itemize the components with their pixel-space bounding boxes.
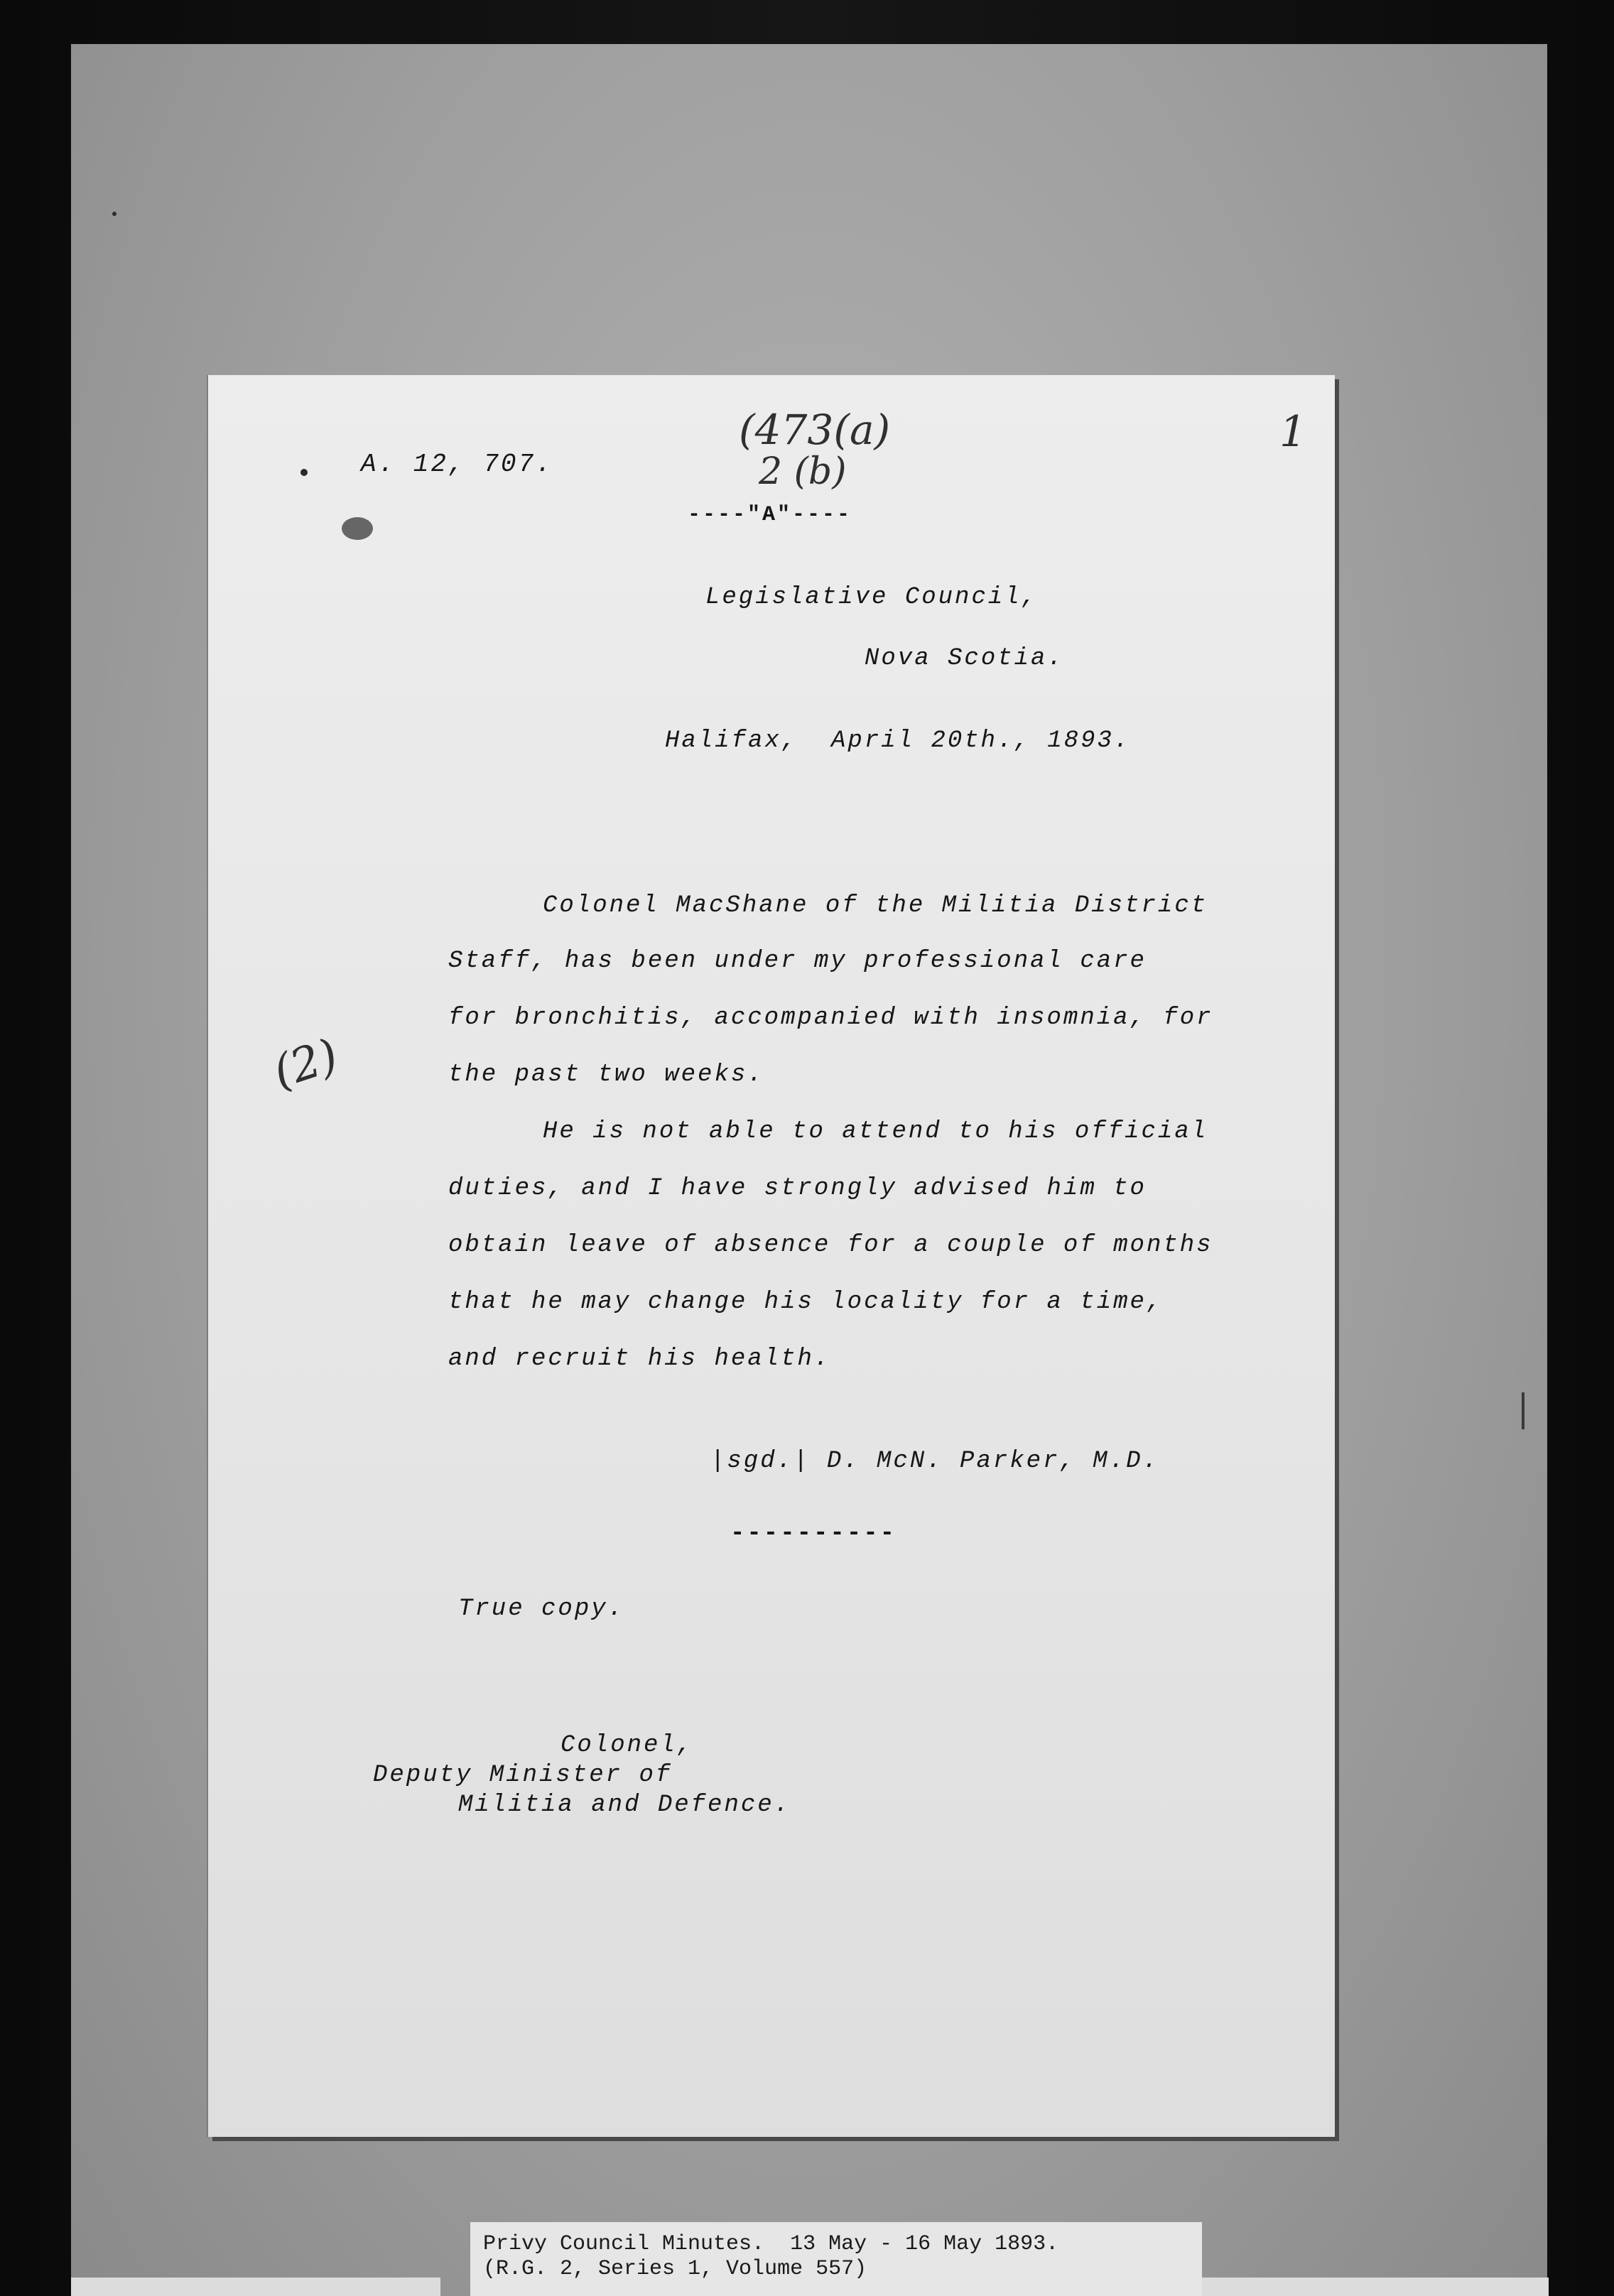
body-line-6: duties, and I have strongly advised him to [448, 1175, 1147, 1202]
handwritten-margin-mark: (2) [266, 1029, 345, 1100]
signature-line: |sgd.| D. McN. Parker, M.D. [710, 1448, 1159, 1475]
reference-number: A. 12, 707. [361, 450, 553, 479]
handwritten-subfile-number: 2 (b) [759, 450, 847, 493]
body-line-4: the past two weeks. [448, 1061, 764, 1088]
true-copy-note: True copy. [458, 1596, 625, 1623]
separator-dashes: ---------- [730, 1520, 897, 1547]
ink-blot [342, 517, 373, 540]
letterhead-line-1: Legislative Council, [705, 584, 1039, 611]
letter-page [208, 375, 1335, 2137]
ink-dot [300, 469, 308, 476]
handwritten-file-number: (473(a) [739, 406, 891, 454]
caption-reference: (R.G. 2, Series 1, Volume 557) [483, 2256, 867, 2281]
handwritten-page-number: 1 [1279, 407, 1307, 457]
closing-department: Militia and Defence. [458, 1792, 791, 1819]
film-label-strip-left [71, 2278, 440, 2296]
archive-caption [470, 2222, 1202, 2296]
body-line-2: Staff, has been under my professional care [448, 948, 1147, 975]
letterhead-line-2: Nova Scotia. [865, 645, 1064, 672]
mount-scratch [1522, 1392, 1524, 1429]
body-line-8: that he may change his locality for a time, [448, 1289, 1164, 1316]
mount-speck [112, 212, 117, 216]
place-date: Halifax, April 20th., 1893. [665, 727, 1131, 754]
closing-title: Colonel, [560, 1732, 694, 1759]
film-label-strip-right [1193, 2278, 1549, 2296]
body-line-3: for bronchitis, accompanied with insomnia, for [448, 1004, 1213, 1031]
closing-position: Deputy Minister of [373, 1762, 673, 1789]
body-line-9: and recruit his health. [448, 1345, 831, 1372]
body-line-1: Colonel MacShane of the Militia District [543, 892, 1208, 919]
body-line-5: He is not able to attend to his official [543, 1118, 1208, 1145]
enclosure-mark: ----"A"---- [688, 503, 852, 527]
caption-title: Privy Council Minutes. 13 May - 16 May 1893. [483, 2232, 1059, 2256]
body-line-7: obtain leave of absence for a couple of months [448, 1232, 1213, 1259]
